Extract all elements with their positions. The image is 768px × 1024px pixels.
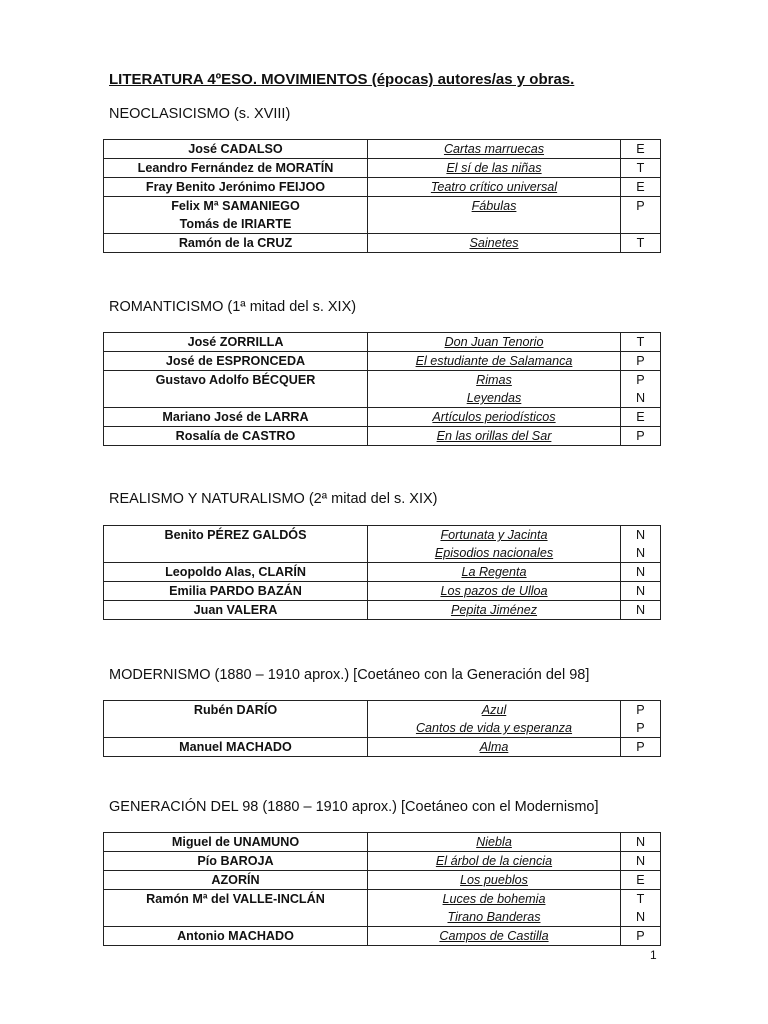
genre-text: N bbox=[635, 528, 646, 542]
genre-cell bbox=[621, 333, 661, 352]
author-text: Rosalía de CASTRO bbox=[175, 429, 296, 443]
genre-text: N bbox=[635, 603, 646, 617]
work-cell bbox=[368, 871, 621, 890]
work-cell bbox=[368, 563, 621, 582]
genre-text: N bbox=[635, 546, 646, 560]
table-row bbox=[104, 178, 661, 197]
genre-cell bbox=[621, 890, 661, 927]
author-cell bbox=[104, 197, 368, 234]
table-row bbox=[104, 833, 661, 852]
genre-cell bbox=[621, 927, 661, 946]
work-text: Alma bbox=[479, 740, 509, 754]
page-number: 1 bbox=[650, 948, 657, 962]
authors-table bbox=[103, 700, 661, 757]
genre-text: P bbox=[636, 740, 645, 754]
work-cell bbox=[368, 701, 621, 738]
table-row bbox=[104, 582, 661, 601]
work-text: Fábulas bbox=[471, 199, 517, 213]
table-row bbox=[104, 563, 661, 582]
author-text: Rubén DARÍO bbox=[193, 703, 278, 717]
section-heading: ROMANTICISMO (1ª mitad del s. XIX) bbox=[109, 299, 357, 315]
work-text: Artículos periodísticos bbox=[432, 410, 556, 424]
work-cell bbox=[368, 526, 621, 563]
genre-text: E bbox=[636, 873, 645, 887]
genre-cell bbox=[621, 234, 661, 253]
work-cell bbox=[368, 352, 621, 371]
work-cell bbox=[368, 333, 621, 352]
table-row bbox=[104, 352, 661, 371]
genre-cell bbox=[621, 701, 661, 738]
author-text: Manuel MACHADO bbox=[179, 740, 292, 754]
genre-cell bbox=[621, 371, 661, 408]
genre-text: E bbox=[636, 180, 645, 194]
work-text: Luces de bohemia bbox=[442, 892, 546, 906]
author-text: José CADALSO bbox=[188, 142, 283, 156]
genre-text: N bbox=[635, 584, 646, 598]
genre-text: N bbox=[635, 835, 646, 849]
table-row bbox=[104, 234, 661, 253]
genre-text: P bbox=[636, 429, 645, 443]
author-cell bbox=[104, 871, 368, 890]
work-cell bbox=[368, 197, 621, 234]
genre-text: T bbox=[636, 236, 645, 250]
genre-text: N bbox=[635, 910, 646, 924]
work-cell bbox=[368, 927, 621, 946]
author-text: Tomás de IRIARTE bbox=[179, 217, 292, 231]
genre-text: T bbox=[636, 335, 645, 349]
authors-table bbox=[103, 332, 661, 446]
work-cell bbox=[368, 738, 621, 757]
author-cell bbox=[104, 352, 368, 371]
work-cell bbox=[368, 890, 621, 927]
author-text: Pío BAROJA bbox=[197, 854, 274, 868]
author-text: Mariano José de LARRA bbox=[162, 410, 309, 424]
work-cell bbox=[368, 159, 621, 178]
author-text: Miguel de UNAMUNO bbox=[171, 835, 300, 849]
genre-cell bbox=[621, 197, 661, 234]
table-row bbox=[104, 927, 661, 946]
author-cell bbox=[104, 833, 368, 852]
genre-text: N bbox=[635, 391, 646, 405]
work-text: Teatro crítico universal bbox=[430, 180, 558, 194]
genre-cell bbox=[621, 352, 661, 371]
work-cell bbox=[368, 582, 621, 601]
work-text: Niebla bbox=[476, 835, 512, 849]
table-row bbox=[104, 408, 661, 427]
author-text: Felix Mª SAMANIEGO bbox=[171, 199, 300, 213]
author-cell bbox=[104, 582, 368, 601]
work-cell bbox=[368, 371, 621, 408]
author-cell bbox=[104, 178, 368, 197]
genre-text: T bbox=[636, 161, 645, 175]
work-text: Tirano Banderas bbox=[447, 910, 541, 924]
work-text: Los pazos de Ulloa bbox=[440, 584, 548, 598]
genre-cell bbox=[621, 140, 661, 159]
author-cell bbox=[104, 927, 368, 946]
work-text: Episodios nacionales bbox=[434, 546, 554, 560]
table-row bbox=[104, 371, 661, 408]
work-cell bbox=[368, 140, 621, 159]
author-cell bbox=[104, 234, 368, 253]
genre-cell bbox=[621, 582, 661, 601]
table-row bbox=[104, 427, 661, 446]
table-row bbox=[104, 140, 661, 159]
table-row bbox=[104, 159, 661, 178]
table-row bbox=[104, 701, 661, 738]
author-cell bbox=[104, 701, 368, 738]
genre-text: E bbox=[636, 410, 645, 424]
authors-table bbox=[103, 139, 661, 253]
page-title: LITERATURA 4ºESO. MOVIMIENTOS (épocas) autores/as y obras. bbox=[109, 71, 575, 88]
work-cell bbox=[368, 408, 621, 427]
table-row bbox=[104, 738, 661, 757]
section-heading: NEOCLASICISMO (s. XVIII) bbox=[109, 106, 291, 122]
table-row bbox=[104, 601, 661, 620]
work-cell bbox=[368, 178, 621, 197]
genre-cell bbox=[621, 408, 661, 427]
author-cell bbox=[104, 408, 368, 427]
author-text: José ZORRILLA bbox=[187, 335, 284, 349]
table-row bbox=[104, 890, 661, 927]
work-cell bbox=[368, 601, 621, 620]
section-heading: GENERACIÓN DEL 98 (1880 – 1910 aprox.) [Coetáneo con el Modernismo] bbox=[109, 799, 599, 815]
work-text: Azul bbox=[481, 703, 507, 717]
genre-text: E bbox=[636, 142, 645, 156]
author-cell bbox=[104, 333, 368, 352]
genre-text: P bbox=[636, 199, 645, 213]
work-text: Cartas marruecas bbox=[443, 142, 545, 156]
table-row bbox=[104, 526, 661, 563]
genre-text: P bbox=[636, 721, 645, 735]
genre-text: P bbox=[636, 929, 645, 943]
authors-table bbox=[103, 832, 661, 946]
genre-text: P bbox=[636, 703, 645, 717]
genre-cell bbox=[621, 427, 661, 446]
table-row bbox=[104, 197, 661, 234]
genre-cell bbox=[621, 526, 661, 563]
genre-cell bbox=[621, 159, 661, 178]
genre-cell bbox=[621, 738, 661, 757]
genre-cell bbox=[621, 871, 661, 890]
genre-cell bbox=[621, 852, 661, 871]
genre-cell bbox=[621, 601, 661, 620]
section-heading: REALISMO Y NATURALISMO (2ª mitad del s. XIX) bbox=[109, 491, 438, 507]
work-text: El estudiante de Salamanca bbox=[415, 354, 573, 368]
authors-table bbox=[103, 525, 661, 620]
work-text: Leyendas bbox=[466, 391, 522, 405]
author-cell bbox=[104, 427, 368, 446]
author-cell bbox=[104, 526, 368, 563]
author-text: Leandro Fernández de MORATÍN bbox=[137, 161, 334, 175]
author-text: José de ESPRONCEDA bbox=[165, 354, 306, 368]
work-text: Rimas bbox=[476, 373, 512, 387]
table-row bbox=[104, 852, 661, 871]
author-cell bbox=[104, 371, 368, 408]
work-text: Don Juan Tenorio bbox=[444, 335, 544, 349]
table-row bbox=[104, 333, 661, 352]
work-cell bbox=[368, 234, 621, 253]
genre-cell bbox=[621, 833, 661, 852]
work-text: En las orillas del Sar bbox=[436, 429, 552, 443]
work-text: Cantos de vida y esperanza bbox=[415, 721, 573, 735]
genre-text: T bbox=[636, 892, 645, 906]
section-heading: MODERNISMO (1880 – 1910 aprox.) [Coetáneo con la Generación del 98] bbox=[109, 667, 590, 683]
author-cell bbox=[104, 890, 368, 927]
work-cell bbox=[368, 427, 621, 446]
work-text: Fortunata y Jacinta bbox=[440, 528, 548, 542]
author-cell bbox=[104, 852, 368, 871]
author-text: Leopoldo Alas, CLARÍN bbox=[165, 565, 306, 579]
work-text: Pepita Jiménez bbox=[450, 603, 538, 617]
author-text: Ramón Mª del VALLE-INCLÁN bbox=[146, 892, 325, 906]
author-text: Gustavo Adolfo BÉCQUER bbox=[155, 373, 316, 387]
work-text: Los pueblos bbox=[460, 873, 528, 887]
work-text: Campos de Castilla bbox=[439, 929, 549, 943]
author-text: Antonio MACHADO bbox=[177, 929, 294, 943]
author-cell bbox=[104, 738, 368, 757]
author-text: Benito PÉREZ GALDÓS bbox=[164, 528, 307, 542]
author-cell bbox=[104, 140, 368, 159]
genre-text: P bbox=[636, 373, 645, 387]
author-text: AZORÍN bbox=[211, 873, 260, 887]
work-text: La Regenta bbox=[461, 565, 527, 579]
author-text: Fray Benito Jerónimo FEIJOO bbox=[145, 180, 326, 194]
author-cell bbox=[104, 159, 368, 178]
author-text: Juan VALERA bbox=[193, 603, 278, 617]
author-text: Ramón de la CRUZ bbox=[178, 236, 293, 250]
author-text: Emilia PARDO BAZÁN bbox=[169, 584, 302, 598]
work-text: Sainetes bbox=[469, 236, 519, 250]
genre-text: N bbox=[635, 565, 646, 579]
genre-cell bbox=[621, 563, 661, 582]
table-row bbox=[104, 871, 661, 890]
author-cell bbox=[104, 601, 368, 620]
author-cell bbox=[104, 563, 368, 582]
genre-text: P bbox=[636, 354, 645, 368]
work-cell bbox=[368, 852, 621, 871]
work-cell bbox=[368, 833, 621, 852]
work-text: El árbol de la ciencia bbox=[435, 854, 553, 868]
work-text: El sí de las niñas bbox=[446, 161, 542, 175]
genre-text: N bbox=[635, 854, 646, 868]
genre-cell bbox=[621, 178, 661, 197]
